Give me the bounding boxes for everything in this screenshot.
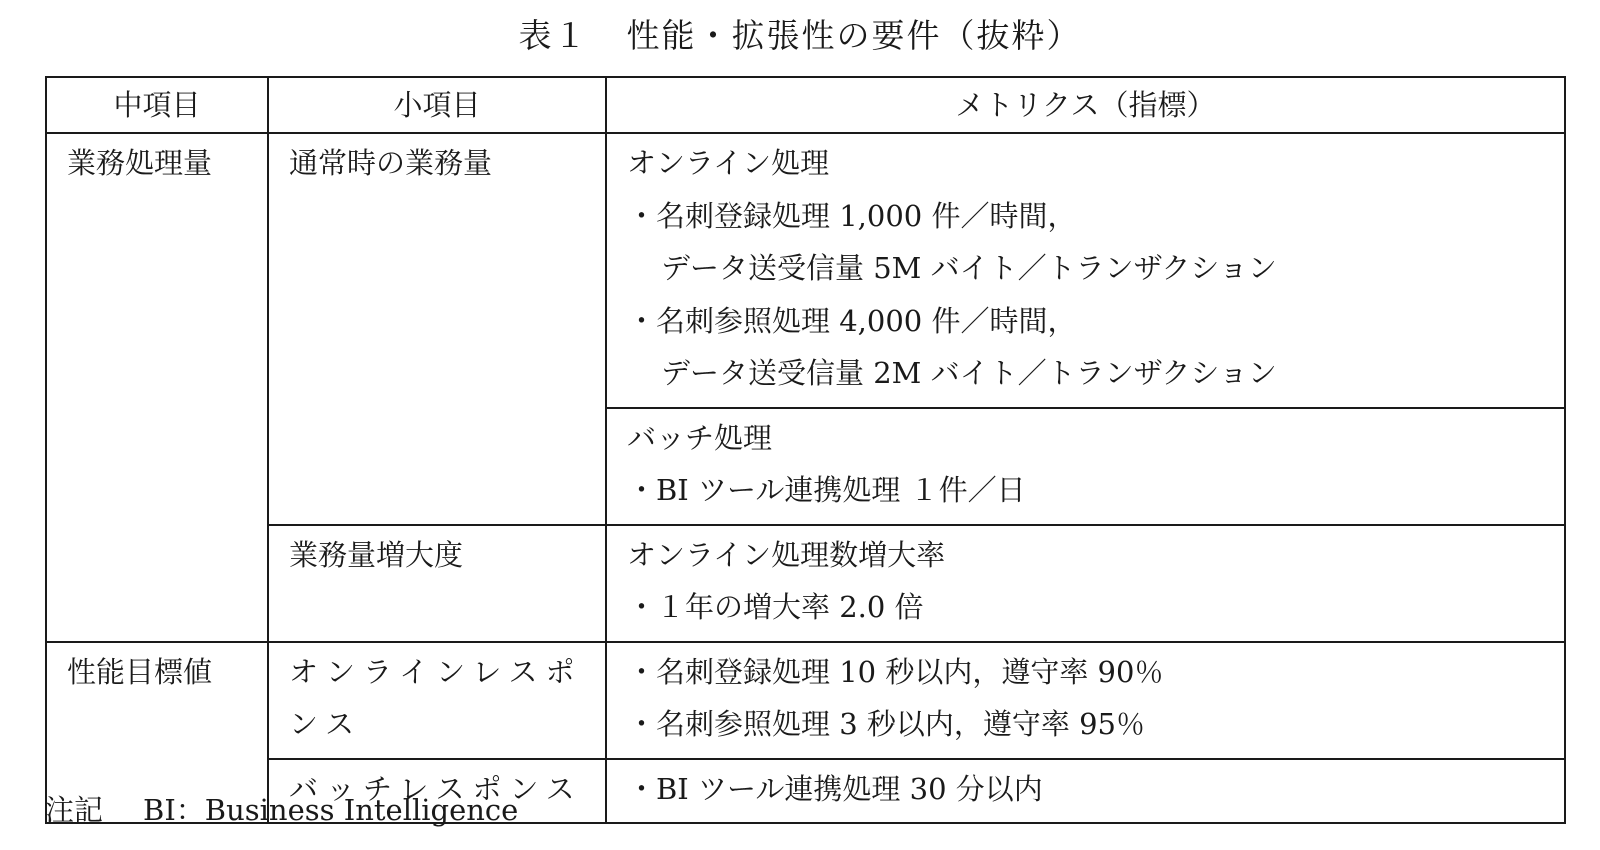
table-row bbox=[46, 133, 1565, 408]
metric-heading: オンライン処理 bbox=[627, 146, 830, 180]
metric-heading: オンライン処理数増大率 bbox=[627, 537, 946, 572]
subcategory-label: 通常時の業務量 bbox=[289, 146, 493, 180]
metric-cell bbox=[606, 642, 1565, 759]
header-row bbox=[46, 77, 1565, 133]
subcategory-label: ンス bbox=[289, 707, 363, 741]
requirements-table bbox=[45, 76, 1566, 824]
metric-cell bbox=[606, 759, 1565, 824]
subcategory-cell bbox=[268, 133, 606, 525]
header-category: 中項目 bbox=[46, 77, 268, 133]
metric-heading: バッチ処理 bbox=[627, 420, 773, 455]
subcategory-cell bbox=[268, 642, 606, 759]
category-label: 業務処理量 bbox=[67, 146, 213, 180]
table-caption bbox=[0, 14, 1600, 58]
metric-line: ・名刺登録処理 1,000 件／時間， bbox=[627, 198, 1077, 233]
header-metrics: メトリクス（指標） bbox=[606, 77, 1565, 133]
subcategory-cell bbox=[268, 525, 606, 642]
metric-line: ・名刺参照処理 3 秒以内，遵守率 95％ bbox=[627, 707, 1146, 741]
footnote bbox=[45, 790, 518, 830]
footnote-label: 注記 bbox=[45, 793, 104, 827]
category-cell bbox=[46, 133, 268, 642]
category-label: 性能目標値 bbox=[67, 654, 213, 689]
subcategory-label: 業務量増大度 bbox=[289, 537, 464, 572]
subcategory-label: オンラインレスポ bbox=[289, 654, 583, 689]
metric-line: ・名刺参照処理 4,000 件／時間， bbox=[627, 303, 1077, 338]
metric-line: ・名刺登録処理 10 秒以内，遵守率 90％ bbox=[627, 654, 1164, 689]
header-subcategory: 小項目 bbox=[268, 77, 606, 133]
metric-line: データ送受信量 2M バイト／トランザクション bbox=[661, 356, 1277, 390]
caption-title: 性能・拡張性の要件（抜粋） bbox=[626, 16, 1082, 55]
metric-line: ・BI ツール連携処理 30 分以内 bbox=[627, 771, 1043, 806]
caption-label: 表１ bbox=[518, 16, 589, 55]
subcategory-label: バッチレスポンス bbox=[289, 771, 583, 806]
metric-line: データ送受信量 5M バイト／トランザクション bbox=[661, 251, 1277, 285]
footnote-text: BI：Business Intelligence bbox=[143, 793, 519, 827]
table-row bbox=[46, 525, 1565, 642]
metric-line: ・BI ツール連携処理 １件／日 bbox=[627, 473, 1026, 507]
metric-cell bbox=[606, 525, 1565, 642]
table-row bbox=[46, 642, 1565, 759]
metric-line: ・１年の増大率 2.0 倍 bbox=[627, 590, 924, 624]
metric-cell bbox=[606, 133, 1565, 408]
metric-cell bbox=[606, 408, 1565, 525]
